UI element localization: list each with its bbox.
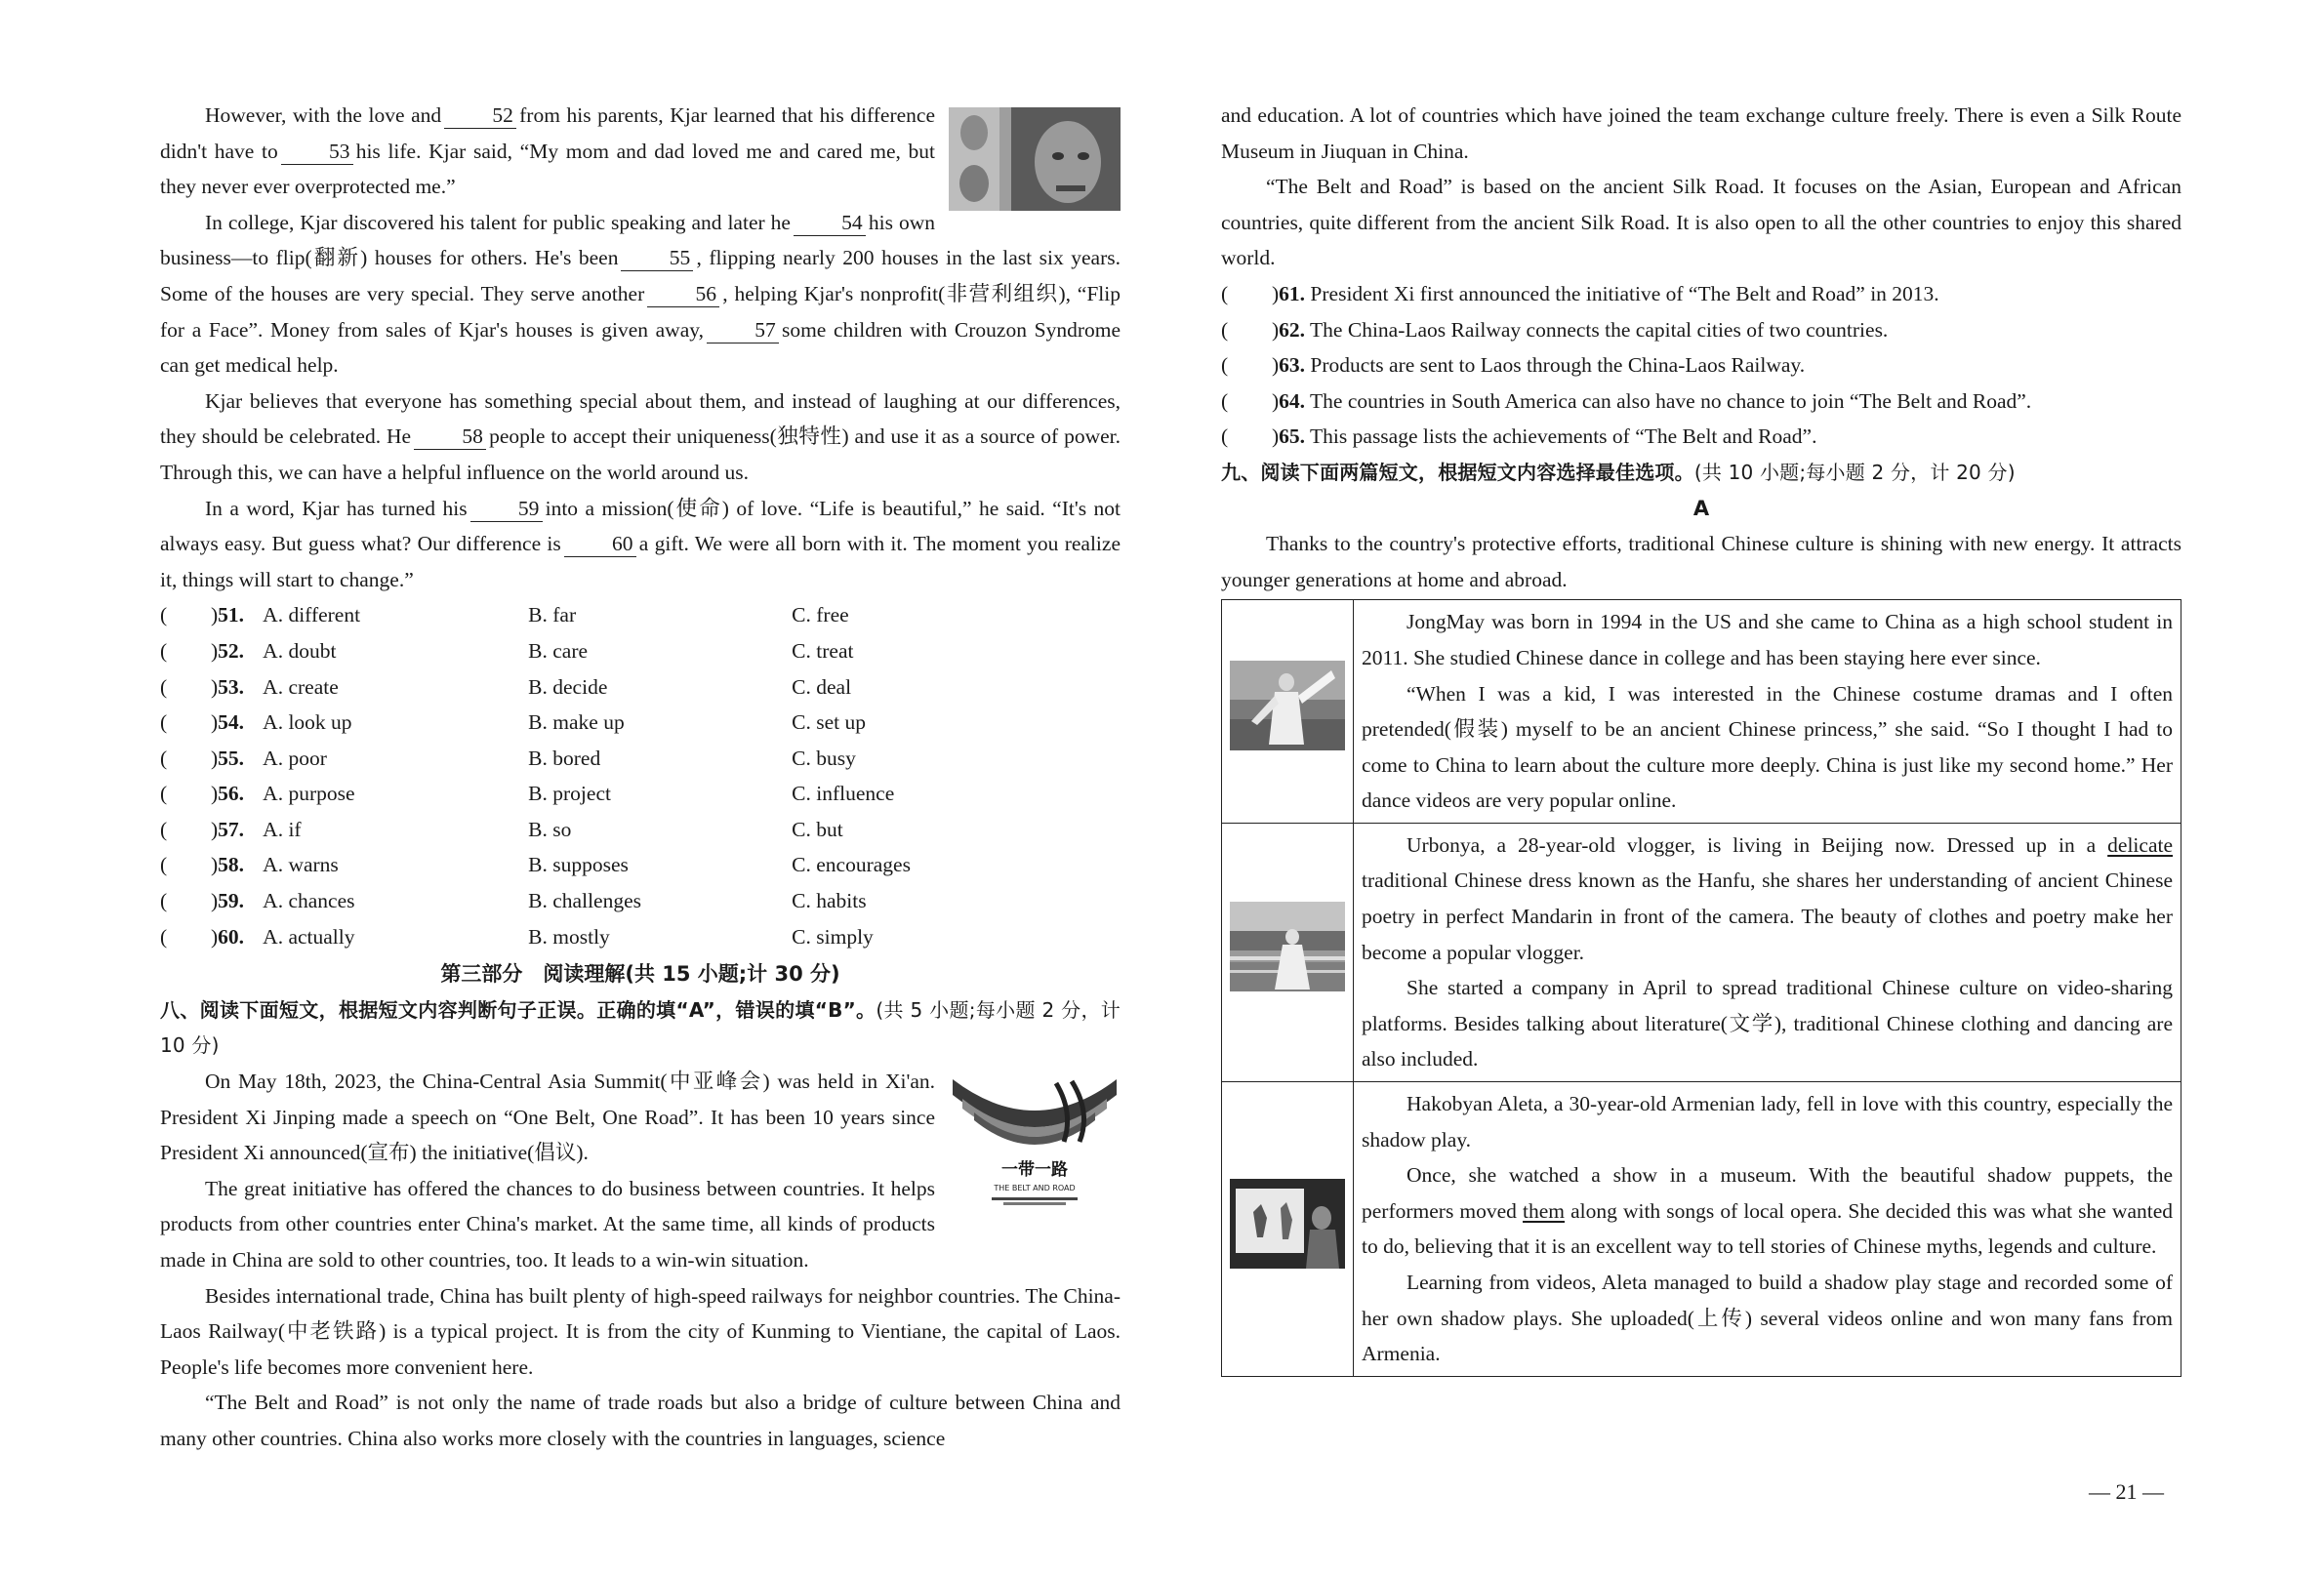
option-row: ( ) 54. A. look up B. make up C. set up: [160, 705, 1121, 741]
underlined-word-them: them: [1523, 1198, 1566, 1223]
tf-question: ( ) 63. Products are sent to Laos through the China-Laos Railway.: [1221, 347, 2181, 384]
blank-56[interactable]: 56: [647, 281, 719, 307]
option-row: ( ) 52. A. doubt B. care C. treat: [160, 633, 1121, 669]
blank-59[interactable]: 59: [470, 496, 543, 522]
answer-slot-64[interactable]: [1243, 384, 1272, 420]
profile-paragraph: Hakobyan Aleta, a 30-year-old Armenian lady, fell in love with this country, especially the shadow play.: [1362, 1092, 2173, 1152]
logo-title: 一带一路: [1001, 1160, 1068, 1181]
profile-paragraph: “When I was a kid, I was interested in the Chinese costume dramas and I often pretended(假装) myself to be an ancient Chinese princess,” she said. “So I thought I had to come to China to learn about the culture more deeply. China is just like my second home.” Her dance videos are very popular online.: [1362, 681, 2173, 813]
answer-slot-56[interactable]: [182, 776, 211, 812]
section9-heading: 九、阅读下面两篇短文，根据短文内容选择最佳选项。(共 10 小题;每小题 2 分，计 20 分): [1221, 460, 2016, 484]
right-column: [1221, 98, 2181, 1377]
profiles-table: [1221, 599, 2181, 1376]
option-row: ( ) 55. A. poor B. bored C. busy: [160, 741, 1121, 777]
kjar-photo: [949, 107, 1121, 211]
answer-slot-65[interactable]: [1243, 419, 1272, 455]
profile-photo-cell: [1222, 600, 1354, 824]
profile-paragraph: JongMay was born in 1994 in the US and she came to China as a high school student in 2011. She studied Chinese dance in college and has been staying here ever since.: [1362, 610, 2173, 669]
passage-paragraph: The great initiative has offered the chances to do business between countries. It helps products from other countries enter China's market. At the same time, all kinds of products made in China are sold to other countries, too. It leads to a win-win situation.: [160, 1176, 935, 1272]
profile-text-cell: [1354, 1082, 2181, 1377]
profile-paragraph: She started a company in April to spread traditional Chinese culture on video-sharing platforms. Besides talking about literature(文学), traditional Chinese clothing and dancing are also included.: [1362, 976, 2173, 1071]
blank-58[interactable]: 58: [414, 424, 486, 450]
option-row: ( ) 51. A. different B. far C. free: [160, 597, 1121, 633]
section8-heading: 八、阅读下面短文，根据短文内容判断句子正误。正确的填“A”，错误的填“B”。(共 5 小题;每小题 2 分，计 10 分): [160, 997, 1121, 1058]
option-row: ( ) 53. A. create B. decide C. deal: [160, 669, 1121, 706]
passage-paragraph: In college, Kjar discovered his talent for public speaking and later he 54 his own business—to flip(翻新) houses for others. He's been 55 , flipping nearly 200 houses in the last six years. Some of the houses are very special. They serve another 56 , helping Kjar's nonprofit(非营利组织), “Flip for a Face”. Money from sales of Kjar's houses is given away, 57 some children with Crouzon Syndrome can get medical help.: [160, 210, 1121, 378]
passage-intro: Thanks to the country's protective efforts, traditional Chinese culture is shining with new energy. It attracts younger generations at home and abroad.: [1221, 532, 2181, 591]
blank-52[interactable]: 52: [444, 102, 516, 129]
belt-and-road-logo: [949, 1073, 1121, 1208]
passage-paragraph: In a word, Kjar has turned his 59 into a mission(使命) of love. “Life is beautiful,” he said. “It's not always easy. But guess what? Our difference is 60 a gift. We were all born with it. The moment you realize it, things will start to change.”: [160, 496, 1121, 591]
option-row: ( ) 56. A. purpose B. project C. influence: [160, 776, 1121, 812]
answer-slot-61[interactable]: [1243, 276, 1272, 312]
profile-paragraph: Once, she watched a show in a museum. With the beautiful shadow puppets, the performers moved them along with songs of local opera. She decided this was what she wanted to do, believing that it is an excellent way to tell stories of Chinese myths, legends and culture.: [1362, 1163, 2174, 1259]
passage-label: A: [1692, 496, 1710, 520]
table-row: [1222, 600, 2181, 824]
option-row: ( ) 59. A. chances B. challenges C. habits: [160, 883, 1121, 919]
vlogger-photo: [1230, 902, 1345, 991]
profile-text-cell: [1354, 600, 2181, 824]
blank-60[interactable]: 60: [564, 531, 636, 557]
answer-slot-53[interactable]: [182, 669, 211, 706]
passage-paragraph: Kjar believes that everyone has something special about them, and instead of laughing at our differences, they should be celebrated. He 58 people to accept their uniqueness(独特性) and use it as a source of power. Through this, we can have a helpful influence on the world around us.: [160, 388, 1121, 484]
passage-paragraph: On May 18th, 2023, the China-Central Asia Summit(中亚峰会) was held in Xi'an. President Xi Jinping made a speech on “One Belt, One Road”. It has been 10 years since President Xi announced(宣布) the initiative(倡议).: [160, 1070, 935, 1165]
tf-question: ( ) 61. President Xi first announced the initiative of “The Belt and Road” in 2013.: [1221, 276, 2181, 312]
left-column: [160, 98, 1121, 1457]
tf-question: ( ) 65. This passage lists the achievements of “The Belt and Road”.: [1221, 419, 2181, 455]
answer-slot-51[interactable]: [182, 597, 211, 633]
option-row: ( ) 58. A. warns B. supposes C. encourages: [160, 847, 1121, 883]
options-list: [160, 597, 1121, 954]
blank-57[interactable]: 57: [707, 317, 779, 343]
dancer-photo: [1230, 661, 1345, 750]
true-false-questions: [1221, 276, 2181, 455]
answer-slot-60[interactable]: [182, 919, 211, 955]
shadow-play-photo: [1230, 1179, 1345, 1269]
passage-paragraph: Besides international trade, China has built plenty of high-speed railways for neighbor countries. The China-Laos Railway(中老铁路) is a typical project. It is from the city of Kunming to Vientiane, the capital of Laos. People's life becomes more convenient here.: [160, 1283, 1121, 1379]
passage-paragraph: “The Belt and Road” is not only the name of trade roads but also a bridge of culture between China and many other countries. China also works more closely with the countries in languages, science: [160, 1391, 1121, 1450]
profile-text-cell: [1354, 823, 2181, 1081]
answer-slot-58[interactable]: [182, 847, 211, 883]
profile-photo-cell: [1222, 823, 1354, 1081]
answer-slot-62[interactable]: [1243, 312, 1272, 348]
passage-paragraph: “The Belt and Road” is based on the ancient Silk Road. It focuses on the Asian, European and African countries, quite different from the ancient Silk Road. It is also open to all the other countries to enjoy this shared world.: [1221, 175, 2181, 270]
blank-53[interactable]: 53: [281, 139, 353, 165]
tf-question: ( ) 62. The China-Laos Railway connects the capital cities of two countries.: [1221, 312, 2181, 348]
answer-slot-63[interactable]: [1243, 347, 1272, 384]
page-number: — 21 —: [2089, 1479, 2164, 1504]
answer-slot-57[interactable]: [182, 812, 211, 848]
table-row: [1222, 823, 2181, 1081]
option-row: ( ) 57. A. if B. so C. but: [160, 812, 1121, 848]
part3-title: 第三部分 阅读理解(共 15 小题;计 30 分): [440, 962, 840, 987]
profile-paragraph: Urbonya, a 28-year-old vlogger, is living in Beijing now. Dressed up in a delicate traditional Chinese dress known as the Hanfu, she shares her understanding of ancient Chinese poetry in perfect Mandarin in front of the camera. The beauty of clothes and poetry make her become a popular vlogger.: [1362, 832, 2173, 964]
underlined-word-delicate: delicate: [2107, 832, 2173, 857]
profile-paragraph: Learning from videos, Aleta managed to build a shadow play stage and recorded some of her own shadow plays. She uploaded(上传) several videos online and won many fans from Armenia.: [1362, 1271, 2173, 1366]
answer-slot-55[interactable]: [182, 741, 211, 777]
table-row: [1222, 1082, 2181, 1377]
answer-slot-59[interactable]: [182, 883, 211, 919]
answer-slot-54[interactable]: [182, 705, 211, 741]
passage-paragraph: However, with the love and 52 from his parents, Kjar learned that his difference didn't have to 53 his life. Kjar said, “My mom and dad loved me and cared me, but they never ever overprotected me.”: [160, 103, 935, 199]
passage-paragraph: and education. A lot of countries which have joined the team exchange culture freely. There is even a Silk Route Museum in Jiuquan in China.: [1221, 103, 2181, 163]
option-row: ( ) 60. A. actually B. mostly C. simply: [160, 919, 1121, 955]
blank-55[interactable]: 55: [621, 245, 693, 271]
logo-subtitle: THE BELT AND ROAD: [994, 1184, 1076, 1193]
blank-54[interactable]: 54: [794, 210, 866, 236]
profile-photo-cell: [1222, 1082, 1354, 1377]
answer-slot-52[interactable]: [182, 633, 211, 669]
tf-question: ( ) 64. The countries in South America can also have no chance to join “The Belt and Road”.: [1221, 384, 2181, 420]
